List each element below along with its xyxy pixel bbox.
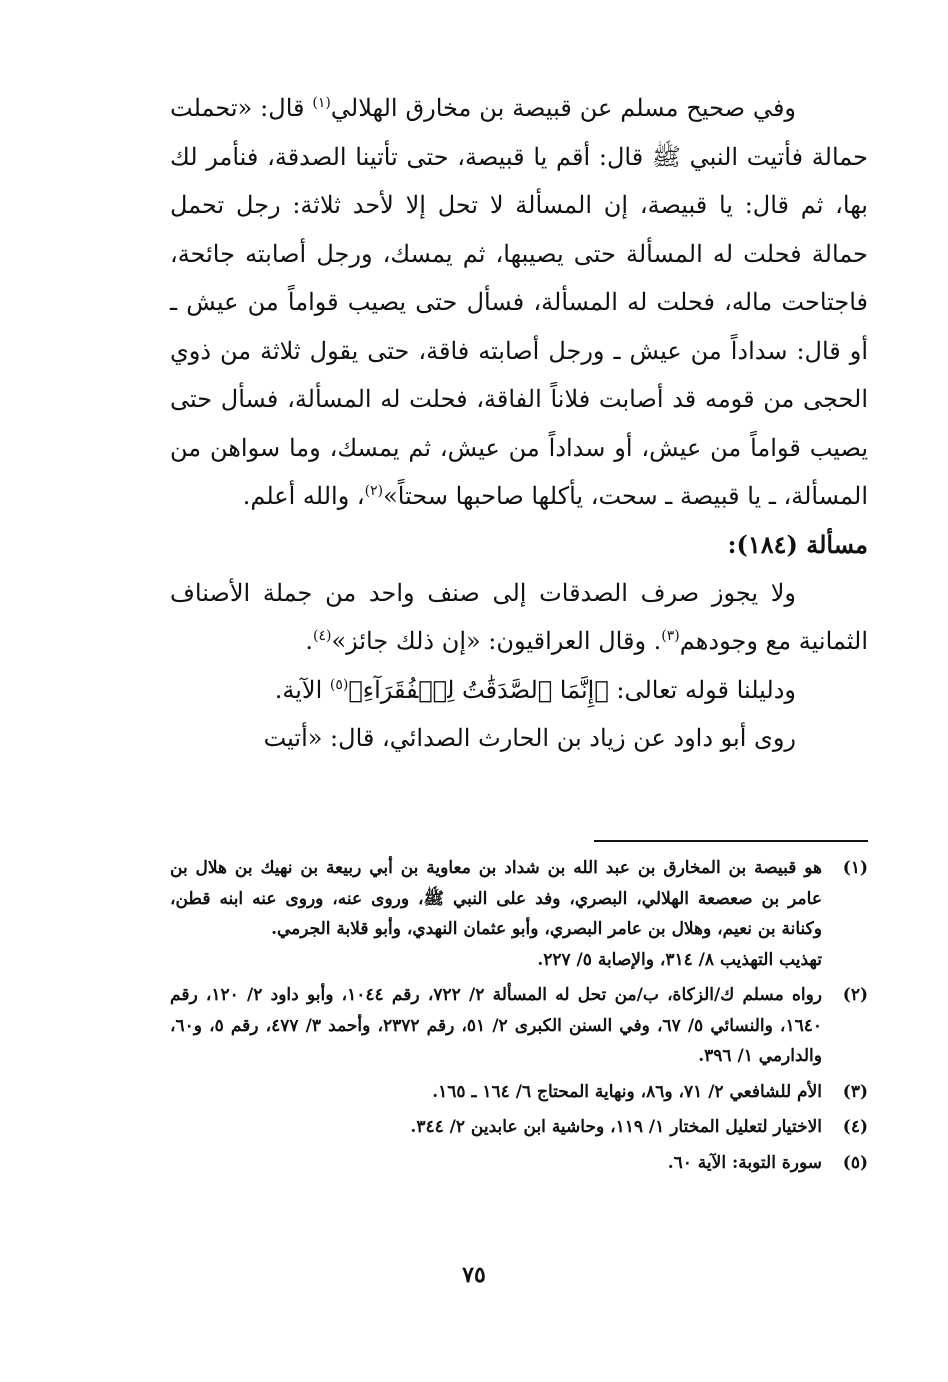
page-number: ٧٥ xyxy=(462,1262,486,1288)
paragraph-evidence xyxy=(170,666,868,715)
footnote-text: الأم للشافعي ٢/ ٧١، و٨٦، ونهاية المحتاج ٦/ ١٦٤ ـ ١٦٥. xyxy=(432,1081,822,1102)
footnote-text: هو قبيصة بن المخارق بن عبد الله بن شداد بن معاوية بن أبي ربيعة بن نهيك بن هلال بن عامر بن صعصعة الهلالي، البصري، وفد على النبي ﷺ، وروى عنه، وروى عنه ابنه قطن، وكنانة بن نعيم، وهلال بن عامر البصري، وأبو عثمان النهدي، وأبو قلابة الجرمي. xyxy=(170,858,822,939)
paragraph-narration: روى أبو داود عن زياد بن الحارث الصدائي، قال: «أتيت xyxy=(263,724,796,752)
paragraph-text: وفي صحيح مسلم عن قبيصة بن مخارق الهلالي xyxy=(330,94,797,122)
footnote-3 xyxy=(170,1077,868,1108)
paragraph-text: ودليلنا قوله تعالى: ﴿إِنَّمَا ٱلصَّدَقَٰتُ لِلۡفُقَرَآءِ﴾ xyxy=(348,675,796,704)
footnote-5 xyxy=(170,1148,868,1179)
footnote-marker: (٤) xyxy=(312,628,332,644)
footnote-body xyxy=(170,853,822,975)
footnote-text: رواه مسلم ك/الزكاة، ب/من تحل له المسألة ٢/ ٧٢٢، رقم ١٠٤٤، وأبو داود ٢/ ١٢٠، رقم ١٦٤٠، والنسائي ٥/ ٦٧، وفي السنن الكبرى ٢/ ٥١، رقم ٢٣٧٢، وأحمد ٣/ ٤٧٧، رقم ٥، و٦٠، والدارمي ١/ ٣٩٦. xyxy=(170,985,822,1066)
main-text xyxy=(170,84,868,763)
footnote-number: (١) xyxy=(842,858,868,878)
footnote-separator xyxy=(594,840,868,842)
footnotes xyxy=(170,853,868,1183)
footnote-marker: (٢) xyxy=(364,483,384,499)
footnote-text: الاختيار لتعليل المختار ١/ ١١٩، وحاشية ابن عابدين ٢/ ٣٤٤. xyxy=(410,1117,822,1137)
paragraph-text: ولا يجوز صرف الصدقات إلى صنف واحد من جملة الأصناف الثمانية مع وجودهم xyxy=(170,578,868,655)
footnote-marker: (١) xyxy=(312,95,331,111)
section-heading: مسألة (١٨٤): xyxy=(727,529,868,559)
paragraph-text: قال: «تحملت حمالة فأتيت النبي ﷺ قال: أقم يا قبيصة، حتى تأتينا الصدقة، فنأمر لك بها، ثم قال: يا قبيصة، إن المسألة لا تحل إلا لأحد ثلاثة: رجل تحمل حمالة فحلت له المسألة حتى يصيبها، ثم يمسك، ورجل أصابته جائحة، فاجتاحت ماله، فحلت له المسألة، فسأل حتى يصيب قواماً من عيش ـ أو قال: سداداً من عيش ـ ورجل أصابته فاقة، حتى يقول ثلاثة من ذوي الحجى من قومه قد أصابت فلاناً الفاقة، فحلت له المسألة، فسأل حتى يصيب قواماً من عيش، أو سداداً من عيش، ثم يمسك، وما سواهن من المسألة، ـ يا قبيصة ـ سحت، يأكلها صاحبها سحتاً» xyxy=(170,94,868,510)
footnote-text: سورة التوبة: الآية ٦٠. xyxy=(667,1152,822,1173)
footnote-1 xyxy=(170,853,868,975)
footnote-source: تهذيب التهذيب ٨/ ٣١٤، والإصابة ٥/ ٢٢٧. xyxy=(537,949,822,970)
paragraph-text: . وقال العراقيون: «إن ذلك جائز» xyxy=(331,627,662,655)
paragraph-text: ، والله أعلم. xyxy=(242,482,365,510)
paragraph-hadith xyxy=(170,84,868,521)
footnote-number: (٣) xyxy=(842,1081,868,1102)
footnote-number: (٢) xyxy=(842,985,868,1005)
footnote-number: (٤) xyxy=(842,1117,868,1137)
footnote-marker: (٣) xyxy=(661,628,680,644)
footnote-2 xyxy=(170,980,868,1072)
footnote-4 xyxy=(170,1112,868,1143)
footnote-number: (٥) xyxy=(842,1152,868,1173)
paragraph-text: . xyxy=(305,627,313,655)
footnote-marker: (٥) xyxy=(329,676,349,693)
paragraph-text: الآية. xyxy=(274,675,330,704)
paragraph-ruling xyxy=(170,569,868,666)
